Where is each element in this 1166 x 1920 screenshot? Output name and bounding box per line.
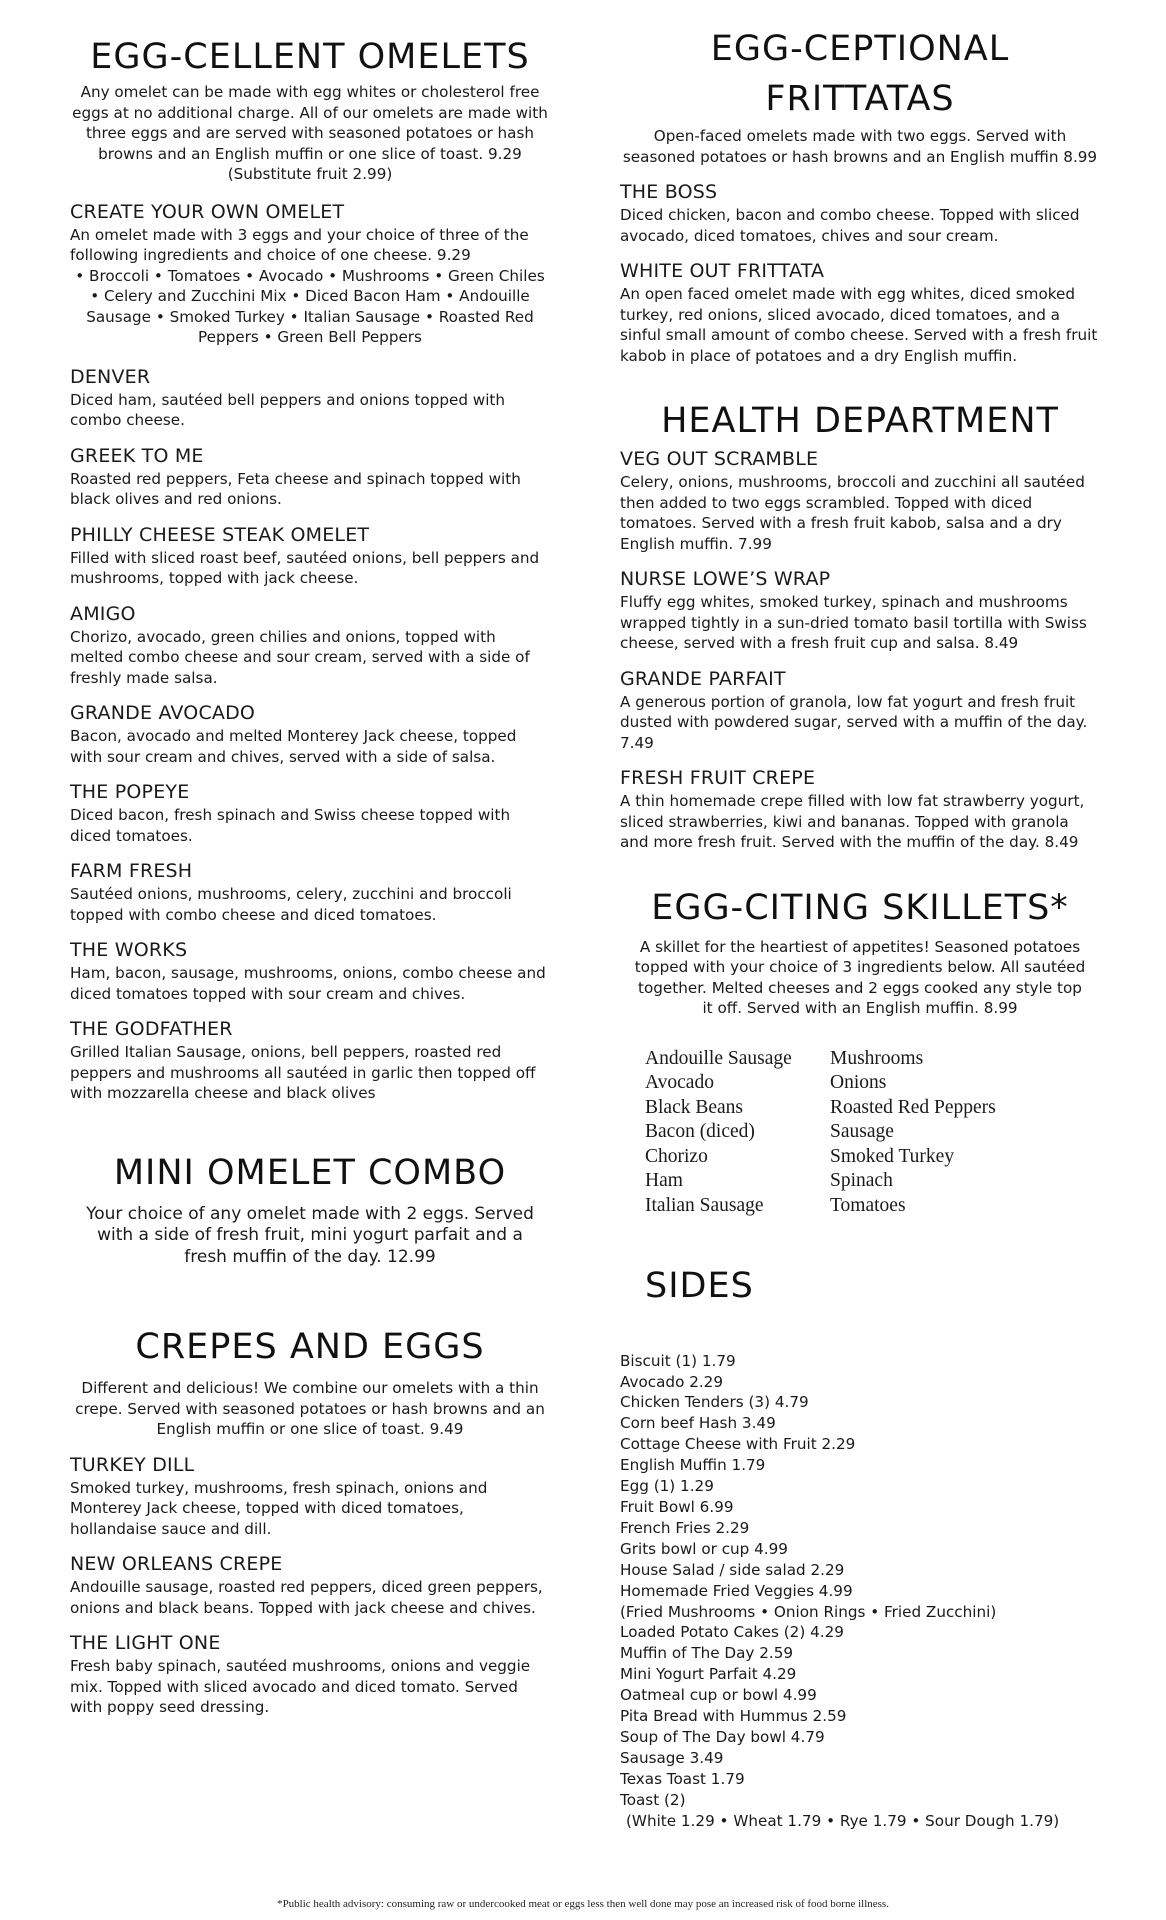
item-desc: Bacon, avocado and melted Monterey Jack cheese, topped with sour cream and chives, served with a side of salsa. — [70, 727, 517, 766]
ingredient: Bacon (diced) — [645, 1121, 755, 1143]
section-intro: Any omelet can be made with egg whites or cholesterol free eggs at no additional charge. All of our omelets are made with three eggs and are served with seasoned potatoes or hash browns and an English muffin or one slice of toast. 9.29 (Substitute fruit 2.99) — [72, 83, 548, 183]
menu-item — [70, 702, 550, 767]
item-name: THE POPEYE — [70, 781, 190, 803]
ingredient: Chorizo — [645, 1145, 708, 1167]
sides-section — [620, 1265, 1100, 1832]
side-item: Biscuit (1) 1.79 — [620, 1351, 736, 1370]
health-section — [620, 400, 1100, 853]
left-column — [70, 0, 550, 1718]
section-intro: A skillet for the heartiest of appetites! Seasoned potatoes topped with your choice of 3 ingredients below. All sautéed together. Melted cheeses and 2 eggs cooked any style top it off. Served with an English muffin. 8.99 — [634, 937, 1086, 1017]
side-item: Corn beef Hash 3.49 — [620, 1414, 776, 1433]
mini-combo-section — [70, 1152, 550, 1269]
item-desc: Ham, bacon, sausage, mushrooms, onions, combo cheese and diced tomatoes topped with sour cream and chives. — [70, 964, 546, 1003]
item-desc: Chorizo, avocado, green chilies and onions, topped with melted combo cheese and sour cream, served with a side of freshly made salsa. — [70, 627, 530, 687]
item-desc: A thin homemade crepe filled with low fat strawberry yogurt, sliced strawberries, kiwi and bananas. Topped with granola and more fresh fruit. Served with the muffin of the day. 8.49 — [620, 792, 1085, 851]
ingredient-column — [830, 1047, 1030, 1219]
section-intro: Your choice of any omelet made with 2 eggs. Served with a side of fresh fruit, mini yogurt parfait and a fresh muffin of the day. 12.99 — [86, 1203, 534, 1267]
ingredient: Spinach — [830, 1170, 893, 1192]
side-item-note: (White 1.29 • Wheat 1.79 • Rye 1.79 • Sour Dough 1.79) — [626, 1811, 1060, 1830]
omelets-section — [70, 36, 550, 1104]
item-name: FARM FRESH — [70, 860, 193, 882]
item-name: THE GODFATHER — [70, 1018, 233, 1040]
menu-item — [620, 260, 1100, 366]
item-desc: Fluffy egg whites, smoked turkey, spinach and mushrooms wrapped tightly in a sun-dried tomato basil tortilla with Swiss cheese, served with a fresh fruit cup and salsa. 8.49 — [620, 593, 1087, 652]
menu-item — [70, 781, 550, 846]
side-item: Cottage Cheese with Fruit 2.29 — [620, 1435, 856, 1454]
crepes-section — [70, 1326, 550, 1718]
item-desc: Sautéed onions, mushrooms, celery, zucchini and broccoli topped with combo cheese and diced tomatoes. — [70, 885, 512, 924]
menu-item — [70, 1553, 550, 1618]
side-item: Soup of The Day bowl 4.79 — [620, 1727, 825, 1746]
side-item: English Muffin 1.79 — [620, 1456, 766, 1475]
item-desc: Diced bacon, fresh spinach and Swiss cheese topped with diced tomatoes. — [70, 806, 511, 845]
menu-item — [70, 1632, 550, 1718]
item-name: THE LIGHT ONE — [70, 1632, 221, 1654]
section-subtitle: FRITTATAS — [765, 79, 955, 119]
health-advisory: *Public health advisory: consuming raw or undercooked meat or eggs less then well done may pose an increased risk of food borne illness. — [277, 1898, 889, 1910]
menu-item — [70, 1018, 550, 1104]
item-desc: A generous portion of granola, low fat yogurt and fresh fruit dusted with powdered sugar, served with a muffin of the day. 7.49 — [620, 692, 1088, 752]
ingredient-list: • Broccoli • Tomatoes • Avocado • Mushrooms • Green Chiles • Celery and Zucchini Mix • Diced Bacon Ham • Andouille Sausage • Smoked Turkey • Italian Sausage • Roasted Red Peppers • Green Bell Peppers — [75, 266, 545, 346]
ingredient: Mushrooms — [830, 1047, 924, 1069]
item-name: DENVER — [70, 365, 151, 388]
sides-list — [620, 1351, 1100, 1832]
menu-item — [70, 939, 550, 1004]
side-item: Sausage 3.49 — [620, 1748, 724, 1767]
item-name: NEW ORLEANS CREPE — [70, 1553, 283, 1575]
section-title: EGG-CEPTIONAL — [710, 29, 1010, 69]
side-item: Egg (1) 1.29 — [620, 1477, 714, 1496]
menu-item — [70, 366, 550, 431]
menu-item — [620, 448, 1100, 554]
ingredient: Roasted Red Peppers — [830, 1096, 996, 1118]
item-name: GRANDE AVOCADO — [70, 702, 256, 724]
section-intro: Open-faced omelets made with two eggs. Served with seasoned potatoes or hash browns and an English muffin 8.99 — [622, 127, 1098, 166]
item-name: GREEK TO ME — [70, 444, 204, 467]
menu-item — [620, 181, 1100, 246]
side-item: Avocado 2.29 — [620, 1372, 724, 1391]
frittatas-section — [620, 24, 1100, 366]
item-desc: An open faced omelet made with egg whites, diced smoked turkey, red onions, sliced avocado, diced tomatoes, and a sinful small amount of combo cheese. Served with a fresh fruit kabob in place of potatoes and a dry English muffin. — [620, 285, 1098, 365]
item-name: VEG OUT SCRAMBLE — [620, 448, 819, 470]
ingredient: Onions — [830, 1072, 887, 1094]
item-name: THE BOSS — [620, 181, 718, 203]
side-item: Pita Bread with Hummus 2.59 — [620, 1707, 847, 1726]
side-item: Mini Yogurt Parfait 4.29 — [620, 1665, 797, 1684]
menu-item — [620, 568, 1100, 654]
side-item-note: (Fried Mushrooms • Onion Rings • Fried Zucchini) — [620, 1602, 997, 1621]
section-title: EGG-CELLENT OMELETS — [90, 37, 530, 77]
item-desc: Andouille sausage, roasted red peppers, diced green peppers, onions and black beans. Topped with jack cheese and chives. — [70, 1578, 543, 1617]
item-desc: Grilled Italian Sausage, onions, bell peppers, roasted red peppers and mushrooms all sautéed in garlic then topped off with mozzarella cheese and black olives — [70, 1043, 536, 1102]
item-desc: Smoked turkey, mushrooms, fresh spinach, onions and Monterey Jack cheese, topped with diced tomatoes, hollandaise sauce and dill. — [70, 1478, 488, 1538]
menu-item — [70, 860, 550, 925]
item-desc: An omelet made with 3 eggs and your choice of three of the following ingredients and choice of one cheese. 9.29 — [70, 225, 529, 264]
side-item: Fruit Bowl 6.99 — [620, 1498, 734, 1516]
side-item: Oatmeal cup or bowl 4.99 — [620, 1686, 817, 1705]
menu-item — [70, 1454, 550, 1540]
ingredient: Black Beans — [645, 1096, 744, 1118]
item-desc: Roasted red peppers, Feta cheese and spinach topped with black olives and red onions. — [70, 469, 521, 508]
ingredient: Sausage — [830, 1121, 894, 1143]
section-title: MINI OMELET COMBO — [113, 1152, 507, 1193]
item-desc: Diced ham, sautéed bell peppers and onions topped with combo cheese. — [70, 390, 506, 429]
item-name: THE WORKS — [70, 939, 188, 961]
item-desc: Fresh baby spinach, sautéed mushrooms, onions and veggie mix. Topped with sliced avocado and diced tomato. Served with poppy seed dressing. — [70, 1657, 531, 1716]
section-intro: Different and delicious! We combine our omelets with a thin crepe. Served with seasoned potatoes or hash browns and an English muffin or one slice of toast. 9.49 — [75, 1379, 545, 1438]
side-item: Loaded Potato Cakes (2) 4.29 — [620, 1623, 844, 1642]
right-column — [620, 0, 1100, 1832]
side-item: French Fries 2.29 — [620, 1518, 750, 1537]
skillets-section — [620, 887, 1100, 1219]
side-item: Toast (2) — [620, 1790, 686, 1809]
side-item: Grits bowl or cup 4.99 — [620, 1539, 788, 1558]
menu-item — [70, 524, 550, 589]
item-desc: Diced chicken, bacon and combo cheese. Topped with sliced avocado, diced tomatoes, chives and sour cream. — [620, 206, 1080, 245]
item-name: PHILLY CHEESE STEAK OMELET — [70, 523, 370, 546]
item-name: CREATE YOUR OWN OMELET — [70, 200, 345, 223]
ingredient: Ham — [645, 1170, 683, 1192]
ingredient-column — [645, 1047, 830, 1219]
menu-item — [70, 201, 550, 348]
menu-item — [620, 767, 1100, 853]
ingredient: Smoked Turkey — [830, 1145, 955, 1167]
side-item: House Salad / side salad 2.29 — [620, 1560, 845, 1579]
section-title: EGG-CITING SKILLETS* — [651, 887, 1069, 928]
menu-item — [70, 445, 550, 510]
menu-item — [70, 603, 550, 689]
side-item: Texas Toast 1.79 — [620, 1769, 745, 1788]
item-desc: Celery, onions, mushrooms, broccoli and zucchini all sautéed then added to two eggs scrambled. Topped with diced tomatoes. Served with a fresh fruit kabob, salsa and a dry English muffin. 7.99 — [620, 473, 1085, 553]
side-item: Homemade Fried Veggies 4.99 — [620, 1581, 853, 1600]
item-desc: Filled with sliced roast beef, sautéed onions, bell peppers and mushrooms, topped with jack cheese. — [70, 548, 540, 587]
ingredient: Andouille Sausage — [645, 1047, 792, 1069]
section-title: CREPES AND EGGS — [135, 1327, 485, 1367]
side-item: Chicken Tenders (3) 4.79 — [620, 1393, 809, 1412]
ingredient: Tomatoes — [830, 1195, 906, 1217]
item-name: GRANDE PARFAIT — [620, 667, 786, 690]
item-name: NURSE LOWE’S WRAP — [620, 568, 831, 590]
ingredient: Avocado — [645, 1072, 714, 1094]
item-name: TURKEY DILL — [70, 1453, 195, 1476]
side-item: Muffin of The Day 2.59 — [620, 1644, 794, 1663]
item-name: AMIGO — [70, 602, 136, 625]
section-title: SIDES — [645, 1265, 754, 1306]
ingredient: Italian Sausage — [645, 1195, 764, 1217]
skillet-ingredients — [645, 1047, 1100, 1219]
item-name: FRESH FRUIT CREPE — [620, 767, 816, 789]
section-title: HEALTH DEPARTMENT — [661, 401, 1059, 441]
menu-item — [620, 668, 1100, 754]
item-name: WHITE OUT FRITTATA — [620, 260, 825, 282]
